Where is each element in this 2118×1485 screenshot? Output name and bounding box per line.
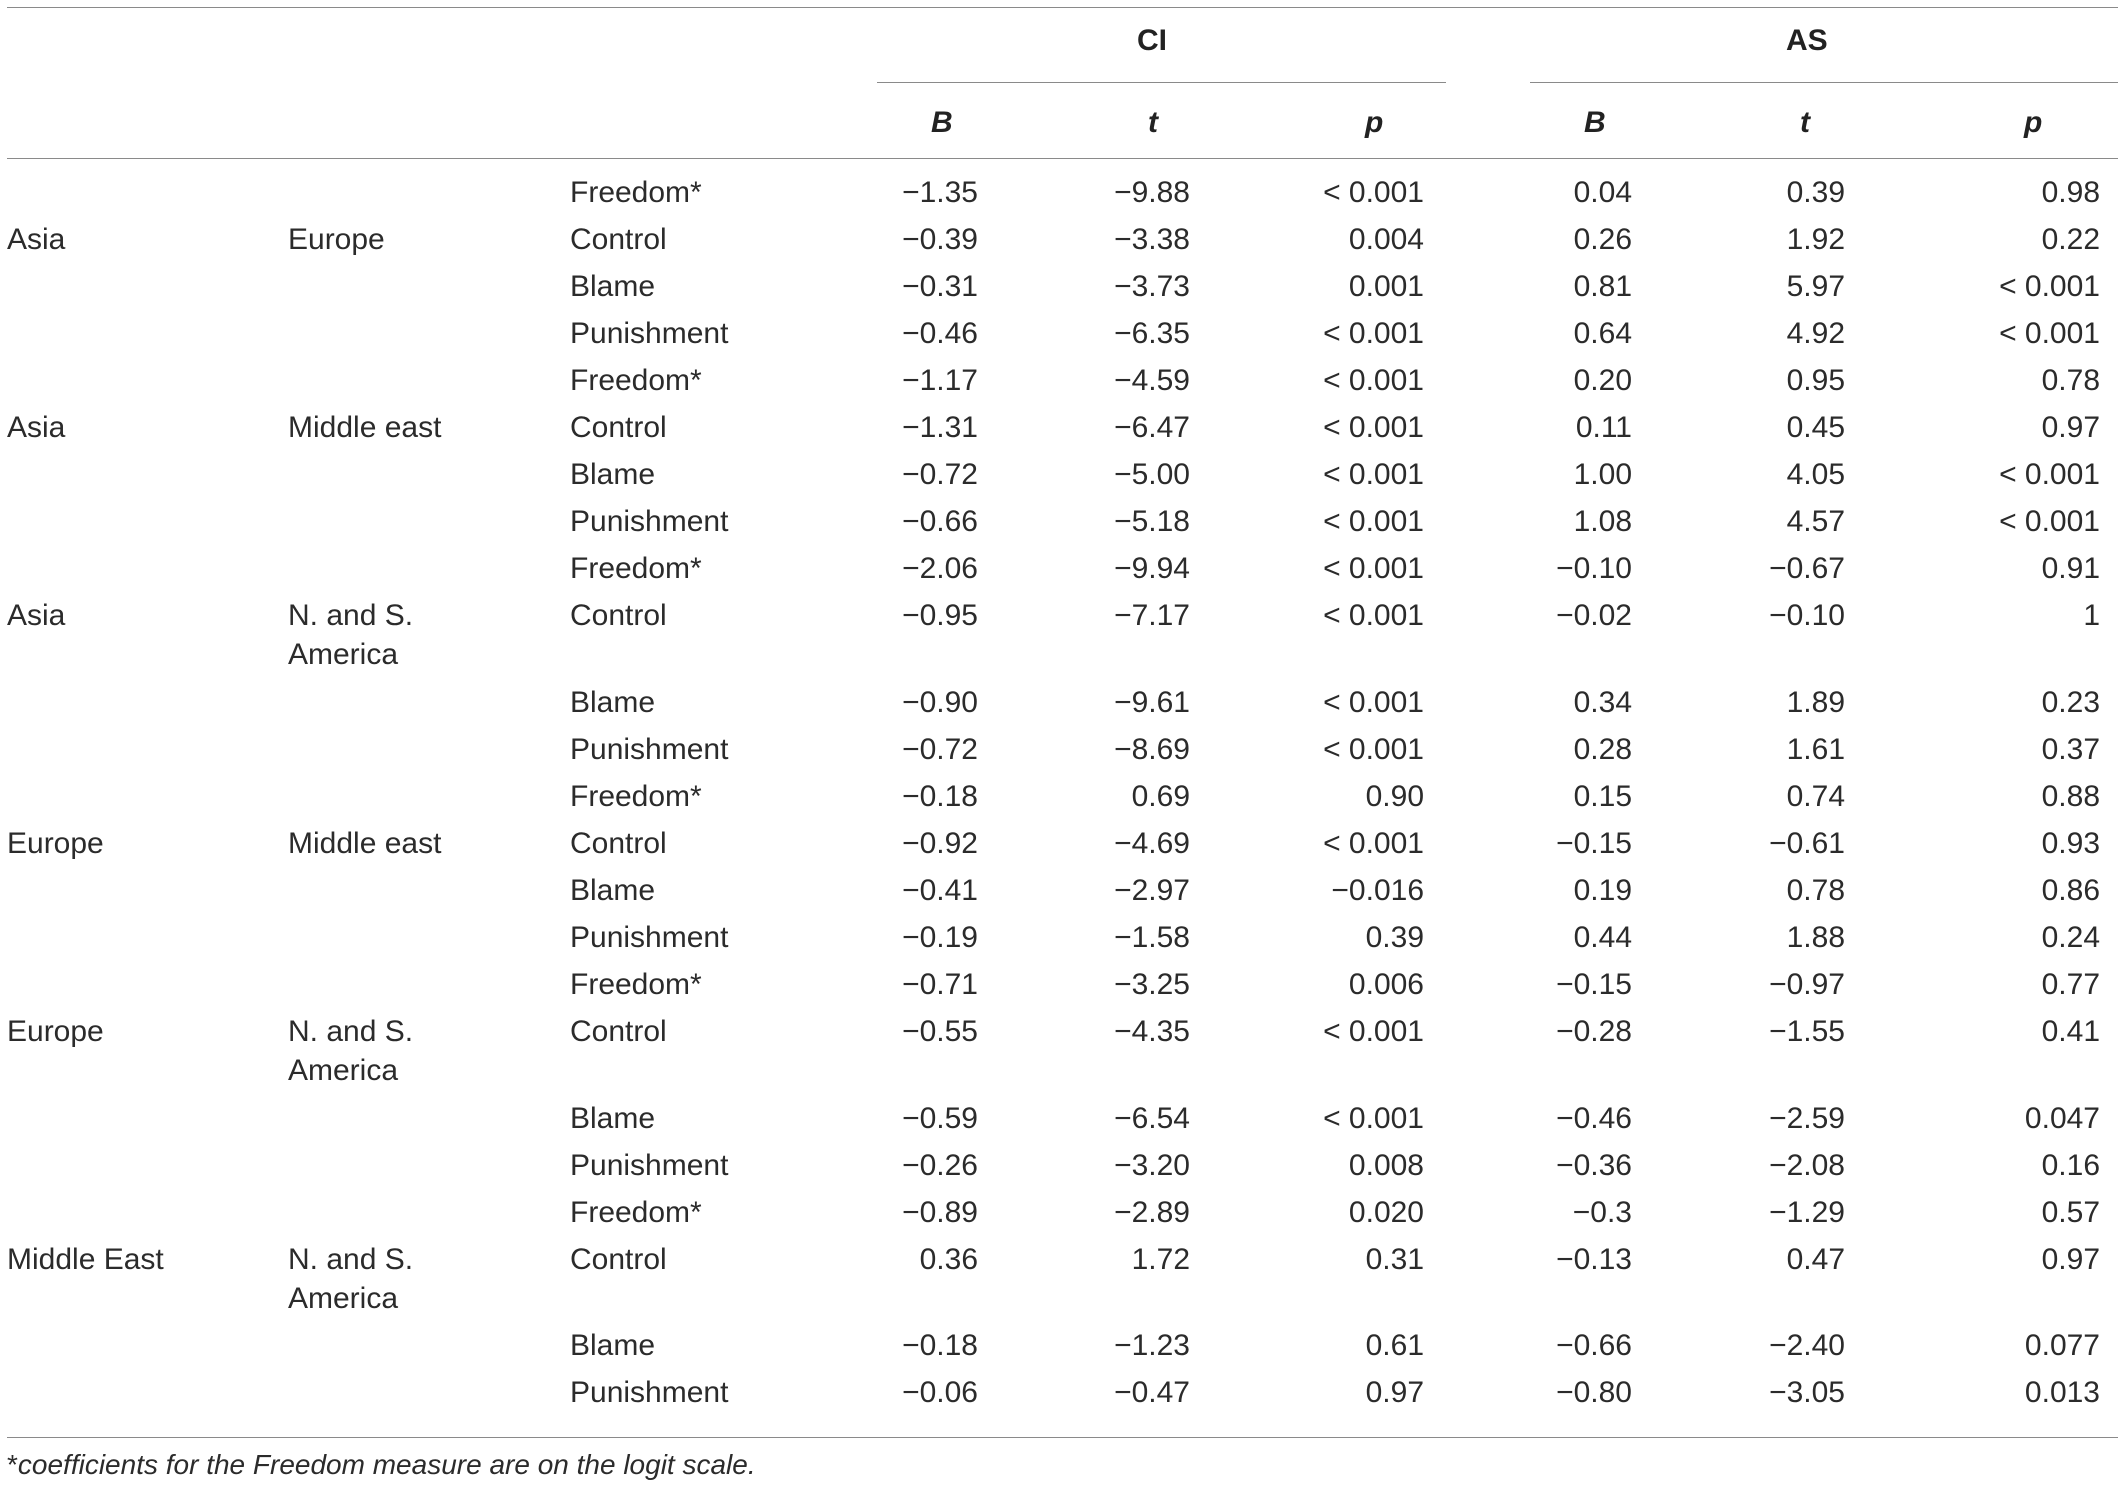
- value-cell: −3.05: [1769, 1376, 1845, 1409]
- value-cell: 1.61: [1786, 733, 1845, 766]
- value-cell: < 0.001: [1999, 270, 2100, 303]
- measure-cell: Freedom*: [570, 780, 702, 813]
- value-cell: −0.90: [902, 686, 978, 719]
- value-cell: 0.004: [1348, 223, 1424, 256]
- measure-cell: Blame: [570, 270, 656, 303]
- value-cell: 4.92: [1786, 317, 1845, 350]
- table-bottom-rule: [7, 1437, 2118, 1438]
- value-cell: −3.73: [1114, 270, 1190, 303]
- region1-cell: Asia: [7, 411, 66, 444]
- value-cell: −3.20: [1114, 1149, 1190, 1182]
- value-cell: −6.54: [1114, 1102, 1190, 1135]
- value-cell: 0.001: [1348, 270, 1424, 303]
- value-cell: −2.06: [902, 552, 978, 585]
- value-cell: −0.15: [1556, 827, 1632, 860]
- measure-cell: Blame: [570, 874, 656, 907]
- value-cell: −0.39: [902, 223, 978, 256]
- value-cell: −0.71: [902, 968, 978, 1001]
- measure-cell: Blame: [570, 1329, 656, 1362]
- value-cell: −0.59: [902, 1102, 978, 1135]
- value-cell: 1: [2083, 599, 2100, 632]
- value-cell: 0.24: [2041, 921, 2100, 954]
- value-cell: −0.26: [902, 1149, 978, 1182]
- value-cell: −1.31: [902, 411, 978, 444]
- value-cell: 0.69: [1131, 780, 1190, 813]
- value-cell: −0.18: [902, 1329, 978, 1362]
- footnote-marker: *: [7, 1449, 18, 1480]
- value-cell: 0.91: [2041, 552, 2100, 585]
- value-cell: 0.013: [2024, 1376, 2100, 1409]
- col-header-ci-t: t: [1148, 106, 1158, 139]
- value-cell: −0.41: [902, 874, 978, 907]
- region2-cell: N. and S.: [288, 1015, 414, 1048]
- value-cell: 0.23: [2041, 686, 2100, 719]
- col-header-as-p: p: [2024, 106, 2043, 139]
- value-cell: −0.31: [902, 270, 978, 303]
- value-cell: 0.20: [1573, 364, 1632, 397]
- value-cell: −6.35: [1114, 317, 1190, 350]
- value-cell: −1.35: [902, 176, 978, 209]
- region2-cell: Middle east: [288, 411, 442, 444]
- value-cell: −0.55: [902, 1015, 978, 1048]
- value-cell: −1.29: [1769, 1196, 1845, 1229]
- value-cell: < 0.001: [1323, 827, 1424, 860]
- value-cell: 1.88: [1786, 921, 1845, 954]
- region1-cell: Asia: [7, 223, 66, 256]
- measure-cell: Control: [570, 1015, 667, 1048]
- value-cell: 0.97: [2041, 411, 2100, 444]
- value-cell: 0.86: [2041, 874, 2100, 907]
- value-cell: 0.97: [2041, 1243, 2100, 1276]
- col-header-as-b: B: [1584, 106, 1606, 139]
- value-cell: 0.64: [1573, 317, 1632, 350]
- value-cell: < 0.001: [1323, 176, 1424, 209]
- value-cell: 4.05: [1786, 458, 1845, 491]
- region2-cell-line2: America: [288, 638, 399, 671]
- measure-cell: Blame: [570, 458, 656, 491]
- measure-cell: Punishment: [570, 505, 729, 538]
- value-cell: < 0.001: [1323, 599, 1424, 632]
- value-cell: 0.90: [1365, 780, 1424, 813]
- value-cell: −5.18: [1114, 505, 1190, 538]
- value-cell: 0.31: [1365, 1243, 1424, 1276]
- value-cell: −0.10: [1556, 552, 1632, 585]
- group-header-ci: CI: [1137, 24, 1167, 57]
- value-cell: −3.25: [1114, 968, 1190, 1001]
- col-header-ci-p: p: [1365, 106, 1384, 139]
- value-cell: −1.23: [1114, 1329, 1190, 1362]
- value-cell: 0.020: [1348, 1196, 1424, 1229]
- value-cell: −4.59: [1114, 364, 1190, 397]
- value-cell: −8.69: [1114, 733, 1190, 766]
- measure-cell: Punishment: [570, 733, 729, 766]
- value-cell: −1.55: [1769, 1015, 1845, 1048]
- value-cell: −0.95: [902, 599, 978, 632]
- col-header-ci-b: B: [931, 106, 953, 139]
- table-top-rule: [7, 7, 2118, 8]
- value-cell: −2.40: [1769, 1329, 1845, 1362]
- region1-cell: Middle East: [7, 1243, 164, 1276]
- value-cell: 0.45: [1786, 411, 1845, 444]
- value-cell: −0.46: [1556, 1102, 1632, 1135]
- value-cell: 0.61: [1365, 1329, 1424, 1362]
- value-cell: −0.89: [902, 1196, 978, 1229]
- value-cell: −9.94: [1114, 552, 1190, 585]
- value-cell: −0.13: [1556, 1243, 1632, 1276]
- value-cell: 0.36: [919, 1243, 978, 1276]
- measure-cell: Punishment: [570, 921, 729, 954]
- value-cell: 0.81: [1573, 270, 1632, 303]
- value-cell: < 0.001: [1323, 364, 1424, 397]
- value-cell: 1.92: [1786, 223, 1845, 256]
- value-cell: < 0.001: [1323, 686, 1424, 719]
- value-cell: < 0.001: [1323, 458, 1424, 491]
- measure-cell: Control: [570, 599, 667, 632]
- value-cell: 0.15: [1573, 780, 1632, 813]
- value-cell: −0.67: [1769, 552, 1845, 585]
- value-cell: −0.92: [902, 827, 978, 860]
- measure-cell: Freedom*: [570, 968, 702, 1001]
- value-cell: 4.57: [1786, 505, 1845, 538]
- value-cell: −0.80: [1556, 1376, 1632, 1409]
- value-cell: −2.97: [1114, 874, 1190, 907]
- measure-cell: Freedom*: [570, 552, 702, 585]
- value-cell: 0.11: [1575, 411, 1632, 444]
- value-cell: −0.02: [1556, 599, 1632, 632]
- as-group-rule: [1530, 82, 2118, 83]
- value-cell: 0.28: [1573, 733, 1632, 766]
- measure-cell: Freedom*: [570, 176, 702, 209]
- value-cell: −0.66: [1556, 1329, 1632, 1362]
- value-cell: 0.97: [1365, 1376, 1424, 1409]
- value-cell: −0.97: [1769, 968, 1845, 1001]
- value-cell: −0.72: [902, 458, 978, 491]
- measure-cell: Control: [570, 223, 667, 256]
- region1-cell: Europe: [7, 827, 104, 860]
- value-cell: −1.17: [902, 364, 978, 397]
- measure-cell: Punishment: [570, 1376, 729, 1409]
- value-cell: 0.77: [2041, 968, 2100, 1001]
- value-cell: 0.008: [1348, 1149, 1424, 1182]
- footnote-text: coefficients for the Freedom measure are on the logit scale.: [17, 1449, 756, 1480]
- value-cell: −2.08: [1769, 1149, 1845, 1182]
- value-cell: 0.47: [1786, 1243, 1845, 1276]
- value-cell: 0.95: [1786, 364, 1845, 397]
- value-cell: −0.28: [1556, 1015, 1632, 1048]
- col-header-as-t: t: [1800, 106, 1810, 139]
- value-cell: 0.04: [1573, 176, 1632, 209]
- value-cell: 0.37: [2041, 733, 2100, 766]
- value-cell: −7.17: [1114, 599, 1190, 632]
- region2-cell: N. and S.: [288, 599, 414, 632]
- region2-cell-line2: America: [288, 1054, 399, 1087]
- value-cell: −0.10: [1769, 599, 1845, 632]
- value-cell: < 0.001: [1999, 317, 2100, 350]
- value-cell: 0.047: [2024, 1102, 2100, 1135]
- measure-cell: Control: [570, 827, 667, 860]
- value-cell: −4.35: [1114, 1015, 1190, 1048]
- value-cell: 0.88: [2041, 780, 2100, 813]
- header-bottom-rule: [7, 158, 2118, 159]
- value-cell: −0.15: [1556, 968, 1632, 1001]
- value-cell: < 0.001: [1323, 1015, 1424, 1048]
- table-footnote: [7, 1448, 756, 1482]
- value-cell: < 0.001: [1323, 317, 1424, 350]
- value-cell: < 0.001: [1323, 1102, 1424, 1135]
- measure-cell: Freedom*: [570, 364, 702, 397]
- value-cell: 0.98: [2041, 176, 2100, 209]
- measure-cell: Blame: [570, 686, 656, 719]
- value-cell: < 0.001: [1999, 458, 2100, 491]
- value-cell: 0.74: [1786, 780, 1845, 813]
- value-cell: −4.69: [1114, 827, 1190, 860]
- value-cell: 1.72: [1131, 1243, 1190, 1276]
- value-cell: < 0.001: [1323, 411, 1424, 444]
- value-cell: 0.39: [1786, 176, 1845, 209]
- value-cell: 1.08: [1573, 505, 1632, 538]
- value-cell: 0.78: [2041, 364, 2100, 397]
- value-cell: −1.58: [1114, 921, 1190, 954]
- value-cell: −0.46: [902, 317, 978, 350]
- value-cell: −3.38: [1114, 223, 1190, 256]
- value-cell: 0.077: [2024, 1329, 2100, 1362]
- value-cell: < 0.001: [1323, 505, 1424, 538]
- value-cell: −0.36: [1556, 1149, 1632, 1182]
- measure-cell: Control: [570, 1243, 667, 1276]
- value-cell: −5.00: [1114, 458, 1190, 491]
- value-cell: 0.93: [2041, 827, 2100, 860]
- value-cell: 0.78: [1786, 874, 1845, 907]
- value-cell: 0.41: [2041, 1015, 2100, 1048]
- value-cell: −9.61: [1114, 686, 1190, 719]
- region2-cell: Middle east: [288, 827, 442, 860]
- value-cell: −0.3: [1572, 1196, 1632, 1229]
- value-cell: < 0.001: [1323, 733, 1424, 766]
- value-cell: −0.47: [1114, 1376, 1190, 1409]
- value-cell: 0.19: [1573, 874, 1632, 907]
- measure-cell: Freedom*: [570, 1196, 702, 1229]
- value-cell: < 0.001: [1999, 505, 2100, 538]
- value-cell: −0.66: [902, 505, 978, 538]
- value-cell: −9.88: [1114, 176, 1190, 209]
- value-cell: 0.34: [1573, 686, 1632, 719]
- measure-cell: Control: [570, 411, 667, 444]
- value-cell: −2.89: [1114, 1196, 1190, 1229]
- value-cell: < 0.001: [1323, 552, 1424, 585]
- group-header-as: AS: [1786, 24, 1828, 57]
- value-cell: 5.97: [1786, 270, 1845, 303]
- value-cell: 0.22: [2041, 223, 2100, 256]
- ci-group-rule: [877, 82, 1446, 83]
- value-cell: −0.72: [902, 733, 978, 766]
- region1-cell: Europe: [7, 1015, 104, 1048]
- value-cell: −0.016: [1331, 874, 1424, 907]
- value-cell: 0.57: [2041, 1196, 2100, 1229]
- value-cell: 0.16: [2041, 1149, 2100, 1182]
- measure-cell: Punishment: [570, 317, 729, 350]
- measure-cell: Blame: [570, 1102, 656, 1135]
- region2-cell: N. and S.: [288, 1243, 414, 1276]
- value-cell: 1.89: [1786, 686, 1845, 719]
- value-cell: 0.39: [1365, 921, 1424, 954]
- value-cell: −6.47: [1114, 411, 1190, 444]
- value-cell: −0.61: [1769, 827, 1845, 860]
- measure-cell: Punishment: [570, 1149, 729, 1182]
- value-cell: −2.59: [1769, 1102, 1845, 1135]
- value-cell: 0.006: [1348, 968, 1424, 1001]
- value-cell: 0.44: [1573, 921, 1632, 954]
- region2-cell-line2: America: [288, 1282, 399, 1315]
- value-cell: 0.26: [1573, 223, 1632, 256]
- value-cell: −0.06: [902, 1376, 978, 1409]
- value-cell: 1.00: [1573, 458, 1632, 491]
- value-cell: −0.18: [902, 780, 978, 813]
- region1-cell: Asia: [7, 599, 66, 632]
- region2-cell: Europe: [288, 223, 385, 256]
- value-cell: −0.19: [902, 921, 978, 954]
